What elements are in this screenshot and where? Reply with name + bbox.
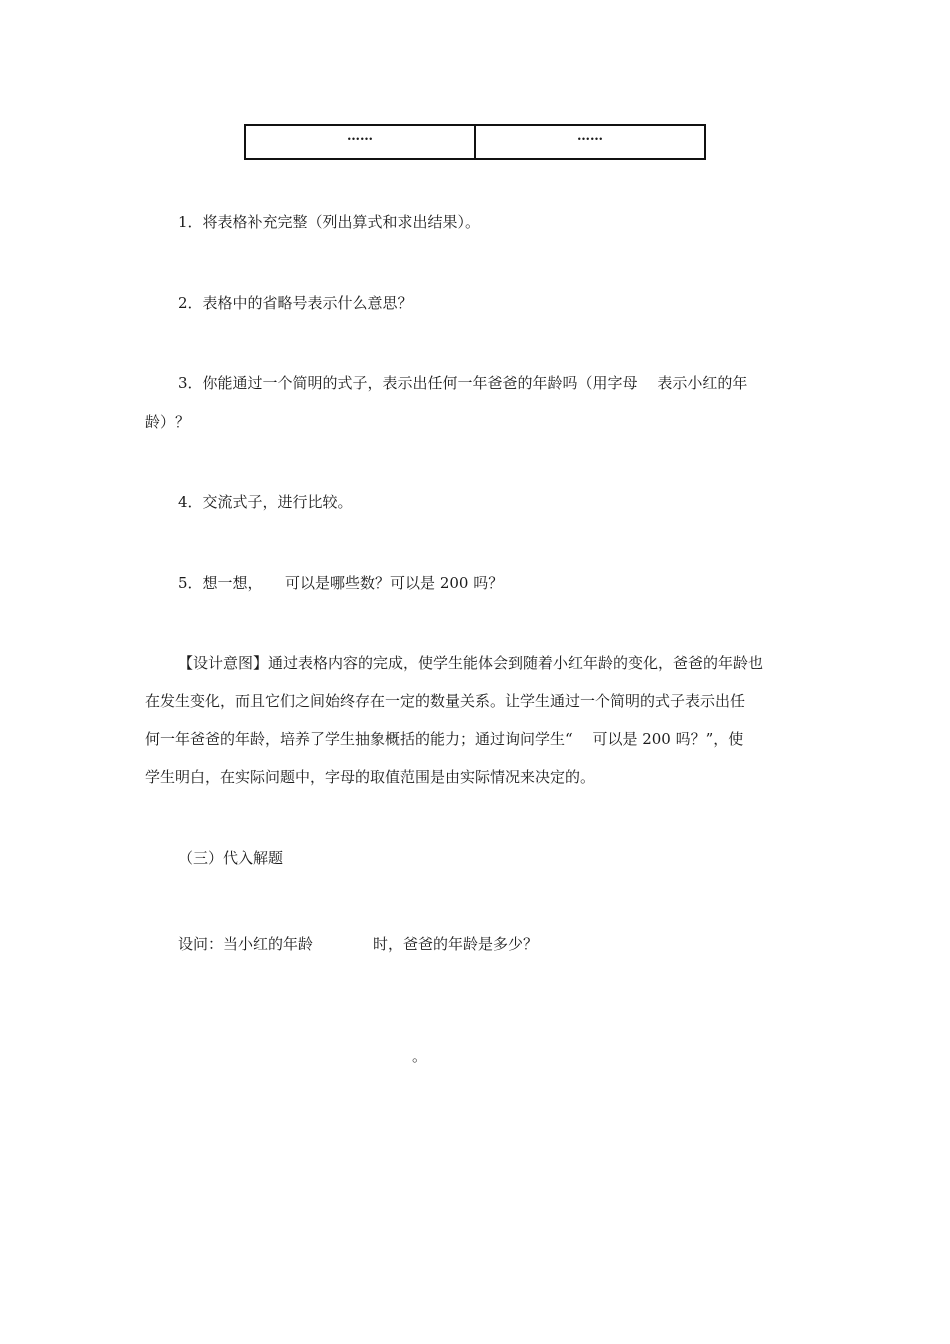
design-intent-line: 学生明白，在实际问题中，字母的取值范围是由实际情况来决定的。 bbox=[145, 768, 596, 786]
section-heading: （三）代入解题 bbox=[178, 849, 284, 867]
question-3: 3．你能通过一个简明的式子，表示出任何一年爸爸的年龄吗（用字母 表示小红的年 bbox=[178, 374, 748, 392]
trailing-period: 。 bbox=[412, 1047, 428, 1065]
question-5: 5．想一想， 可以是哪些数？可以是 200 吗？ bbox=[178, 574, 504, 592]
design-intent-line: 【设计意图】通过表格内容的完成，使学生能体会到随着小红年龄的变化，爸爸的年龄也 bbox=[178, 654, 764, 672]
design-intent-line: 何一年爸爸的年龄，培养了学生抽象概括的能力；通过询问学生“ 可以是 200 吗？”，使 bbox=[145, 730, 744, 748]
question-1: 1．将表格补充完整（列出算式和求出结果）。 bbox=[178, 213, 481, 231]
table-cell-ellipsis-left: …… bbox=[347, 129, 373, 144]
age-table-fragment bbox=[244, 124, 706, 160]
question-prompt: 设问：当小红的年龄 时，爸爸的年龄是多少？ bbox=[178, 935, 539, 953]
table-cell-ellipsis-right: …… bbox=[474, 126, 704, 158]
question-2: 2．表格中的省略号表示什么意思？ bbox=[178, 294, 413, 312]
design-intent-line: 在发生变化，而且它们之间始终存在一定的数量关系。让学生通过一个简明的式子表示出任 bbox=[145, 692, 746, 710]
question-4: 4．交流式子，进行比较。 bbox=[178, 493, 353, 511]
question-3-continued: 龄）？ bbox=[145, 413, 191, 431]
